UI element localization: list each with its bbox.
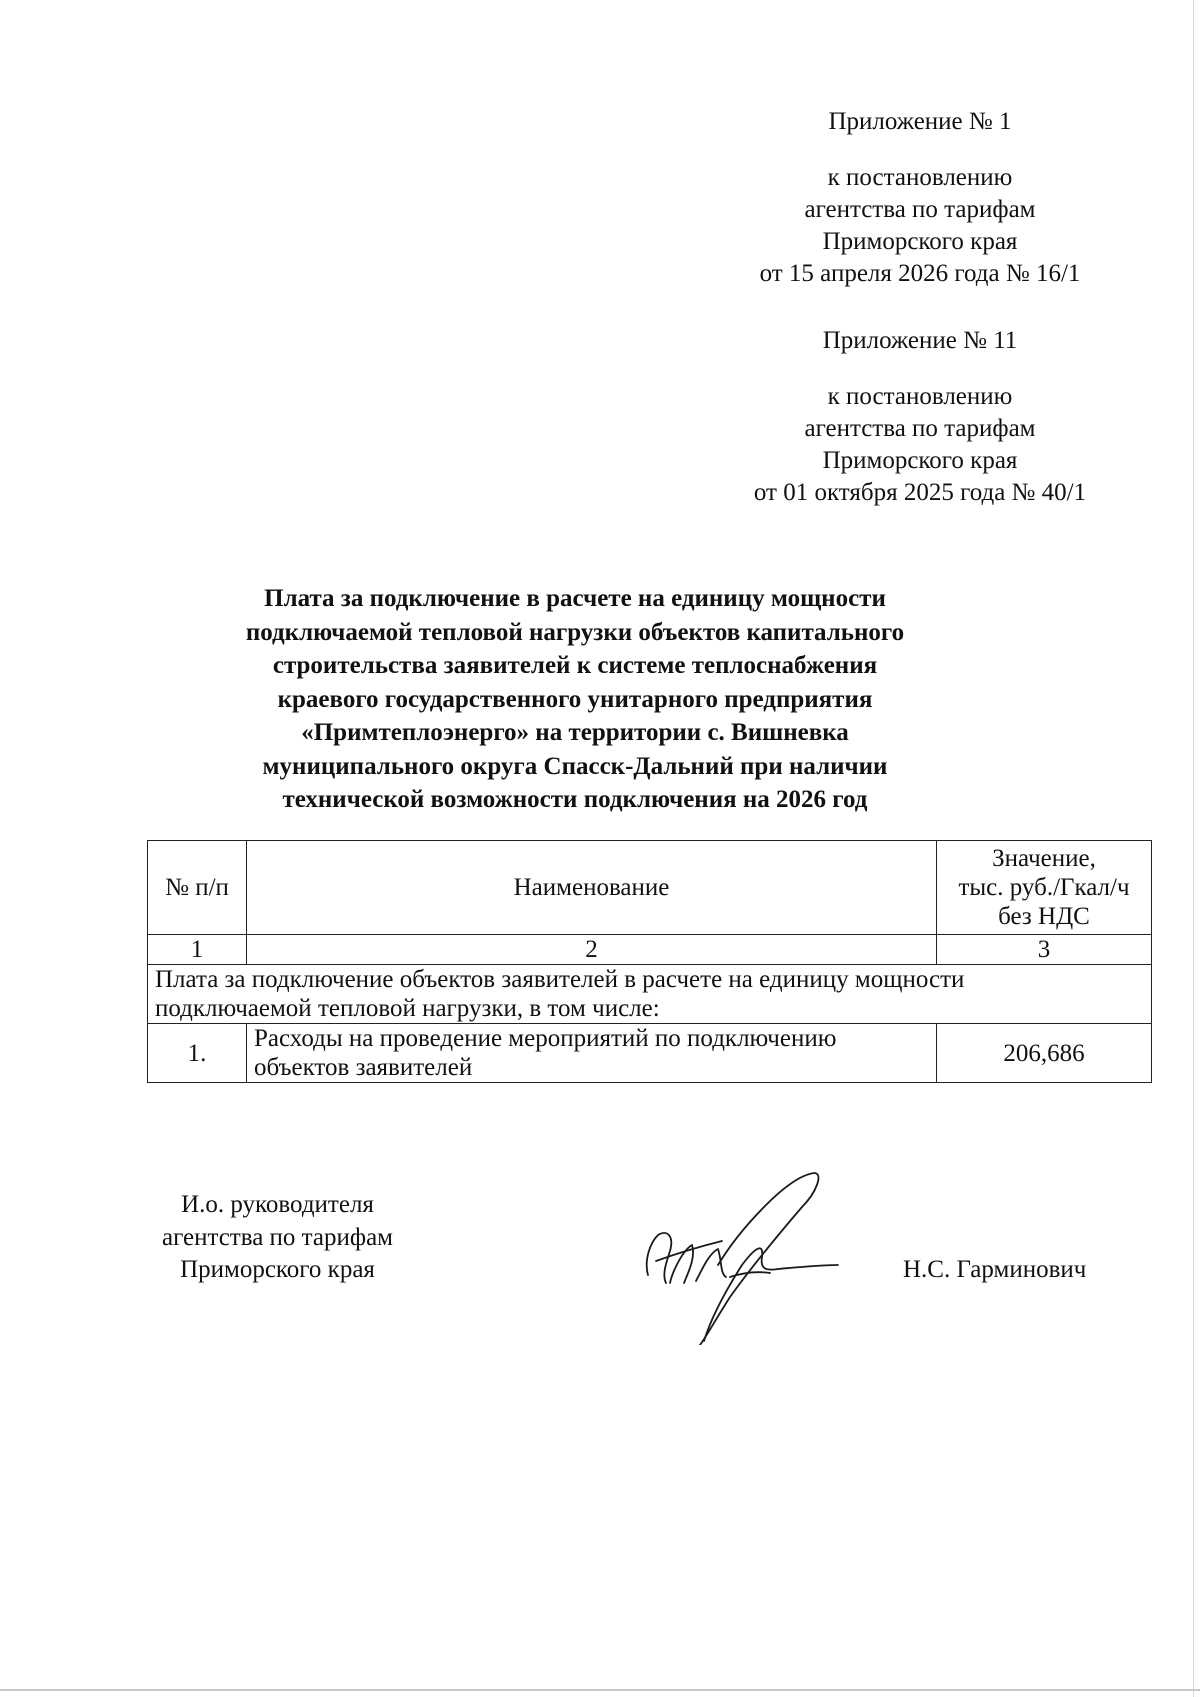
group-row	[148, 965, 1152, 1024]
tariff-table	[147, 840, 1152, 1083]
title-line: муниципального округа Спасск-Дальний при наличии	[262, 752, 888, 780]
title-line: подключаемой тепловой нагрузки объектов капитального	[245, 618, 905, 646]
signer-position-line: Приморского края	[180, 1256, 375, 1283]
appendix-line: к постановлению	[827, 383, 1013, 410]
page-edge-right	[1193, 0, 1194, 1697]
header-value-line: тыс. руб./Гкал/ч	[958, 874, 1130, 901]
document-title	[225, 582, 925, 817]
column-index: 1	[148, 935, 247, 965]
appendix-line: агентства по тарифам	[804, 196, 1036, 223]
appendix-line: от 01 октября 2025 года № 40/1	[753, 479, 1087, 506]
page-edge-bottom	[0, 1689, 1200, 1691]
appendix-line: Приморского края	[822, 228, 1018, 255]
row-name-line: Расходы на проведение мероприятий по подключению	[254, 1025, 837, 1052]
appendix-number: Приложение № 1	[828, 108, 1012, 135]
row-number: 1.	[148, 1024, 247, 1083]
signer-name: Н.С. Гарминович	[903, 1256, 1087, 1283]
column-index-row	[148, 935, 1152, 965]
group-row-line: Плата за подключение объектов заявителей в расчете на единицу мощности	[155, 966, 965, 993]
group-row-line: подключаемой тепловой нагрузки, в том числе:	[155, 995, 660, 1022]
header-name: Наименование	[247, 841, 937, 935]
appendix-header-current	[710, 106, 1130, 290]
title-line: Плата за подключение в расчете на единицу мощности	[264, 585, 886, 612]
row-name	[247, 1024, 937, 1083]
row-name-line: объектов заявителей	[254, 1054, 473, 1081]
appendix-line: от 15 апреля 2026 года № 16/1	[759, 260, 1081, 287]
row-value: 206,686	[937, 1024, 1152, 1083]
table-row	[148, 1024, 1152, 1083]
appendix-line: Приморского края	[822, 447, 1018, 474]
column-index: 3	[937, 935, 1152, 965]
title-line: технической возможности подключения на 2026 год	[282, 786, 868, 813]
column-index: 2	[247, 935, 937, 965]
title-line: «Примтеплоэнерго» на территории с. Вишневка	[301, 719, 849, 746]
table-header-row	[148, 841, 1152, 935]
signer-position-line: агентства по тарифам	[161, 1223, 394, 1251]
title-line: краевого государственного унитарного предприятия	[277, 685, 873, 713]
appendix-line: к постановлению	[827, 164, 1013, 191]
header-value-line: Значение,	[992, 845, 1096, 872]
appendix-line: агентства по тарифам	[804, 415, 1036, 442]
handwritten-signature	[630, 1165, 850, 1345]
appendix-header-original	[710, 325, 1130, 509]
title-line: строительства заявителей к системе теплоснабжения	[272, 652, 878, 679]
header-value	[937, 841, 1152, 935]
group-row-cell	[148, 965, 1152, 1024]
signer-position-line: И.о. руководителя	[181, 1191, 374, 1218]
signer-position	[140, 1189, 415, 1287]
appendix-number: Приложение № 11	[822, 327, 1018, 354]
header-value-line: без НДС	[998, 903, 1090, 930]
header-number: № п/п	[148, 841, 247, 935]
